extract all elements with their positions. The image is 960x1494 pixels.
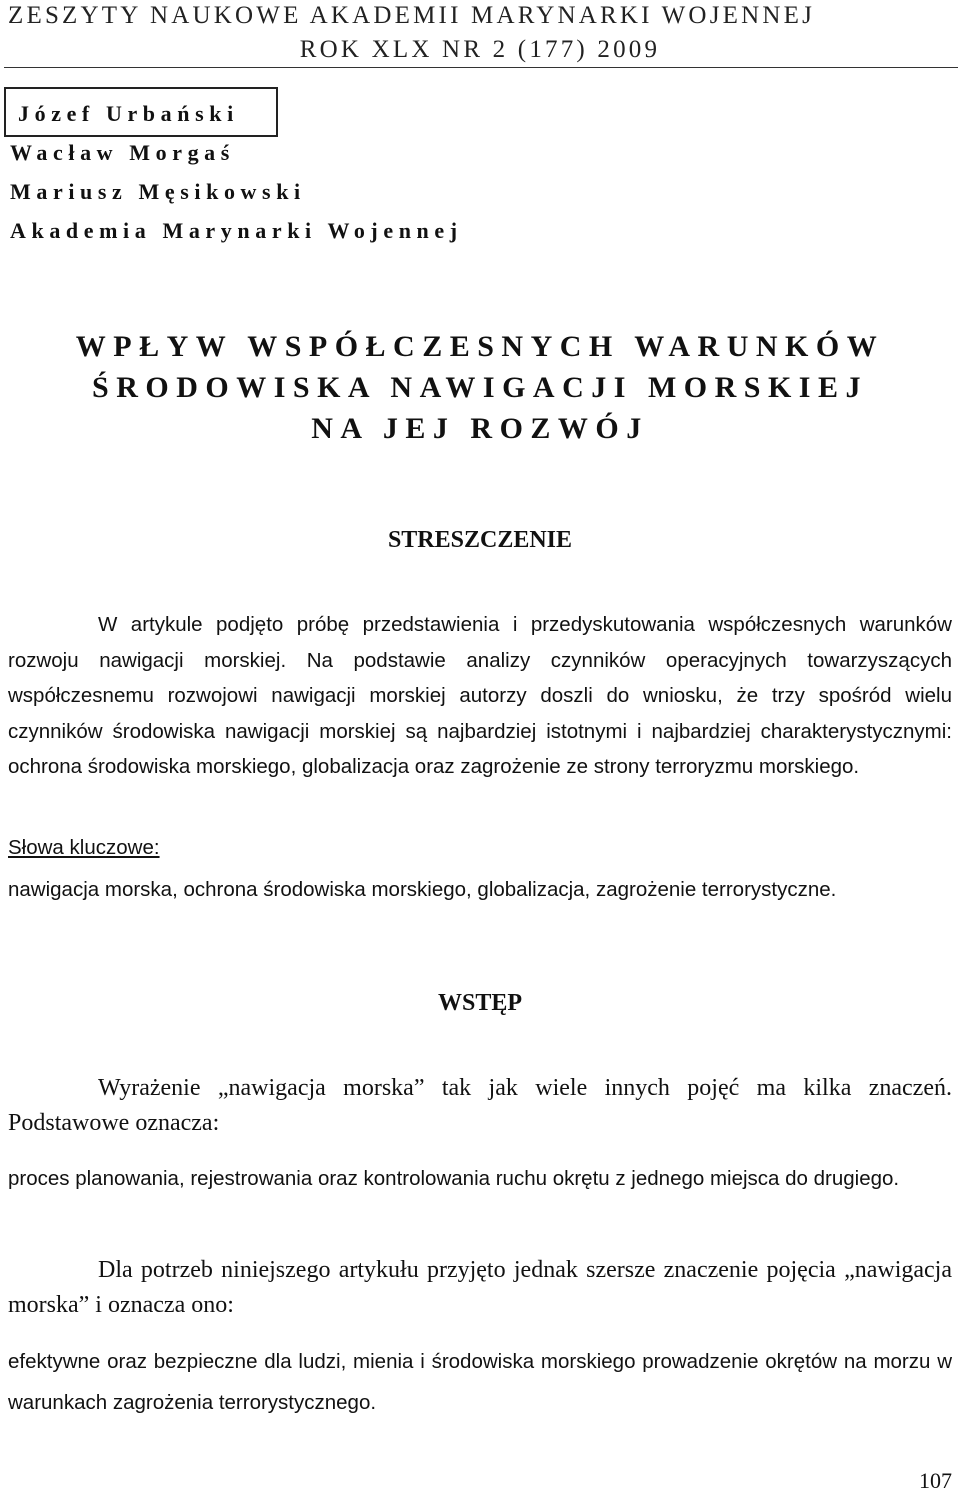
- affiliation: Akademia Marynarki Wojennej: [10, 218, 463, 243]
- journal-name: ZESZYTY NAUKOWE AKADEMII MARYNARKI WOJENNEJ: [8, 2, 815, 29]
- intro-paragraph-1: Wyrażenie „nawigacja morska” tak jak wiele innych pojęć ma kilka znaczeń. Podstawowe oznacza:: [8, 1075, 952, 1136]
- abstract-text: W artykule podjęto próbę przedstawienia i przedyskutowania współczesnych warunków rozwoju nawigacji morskiej. Na podstawie analizy czynników operacyjnych towarzyszących współczesnemu rozwojowi nawigacji morskiej autorzy doszli do wniosku, że trzy spośród wielu czynników środowiska nawigacji morskiej są najbardziej istotnymi i najbardziej charakterystycznymi: ochrona środowiska morskiego, globalizacja oraz zagrożenie ze strony terroryzmu morskiego.: [8, 613, 952, 779]
- author-3: Mariusz Męsikowski: [10, 179, 306, 204]
- definition-2: efektywne oraz bezpieczne dla ludzi, mienia i środowiska morskiego prowadzenie okrętów na morzu w warunkach zagrożenia terrorystycznego.: [8, 1350, 952, 1414]
- keywords-label: Słowa kluczowe:: [8, 836, 160, 859]
- article-title-line-2: ŚRODOWISKA NAWIGACJI MORSKIEJ: [92, 371, 868, 404]
- author-2: Wacław Morgaś: [10, 140, 235, 165]
- journal-issue: ROK XLX NR 2 (177) 2009: [299, 36, 661, 63]
- header-divider: [4, 67, 958, 68]
- definition-1: proces planowania, rejestrowania oraz kontrolowania ruchu okrętu z jednego miejsca do drugiego.: [8, 1167, 900, 1190]
- page-number: 107: [919, 1468, 952, 1493]
- article-title-line-1: WPŁYW WSPÓŁCZESNYCH WARUNKÓW: [75, 330, 885, 363]
- article-title-line-3: NA JEJ ROZWÓJ: [311, 412, 649, 445]
- keywords-text: nawigacja morska, ochrona środowiska morskiego, globalizacja, zagrożenie terrorystyczne.: [8, 878, 837, 901]
- abstract-heading: STRESZCZENIE: [387, 527, 573, 553]
- intro-heading: WSTĘP: [437, 990, 523, 1016]
- intro-paragraph-2: Dla potrzeb niniejszego artykułu przyjęto jednak szersze znaczenie pojęcia „nawigacja morska” i oznacza ono:: [8, 1257, 952, 1318]
- author-1: Józef Urbański: [18, 101, 239, 126]
